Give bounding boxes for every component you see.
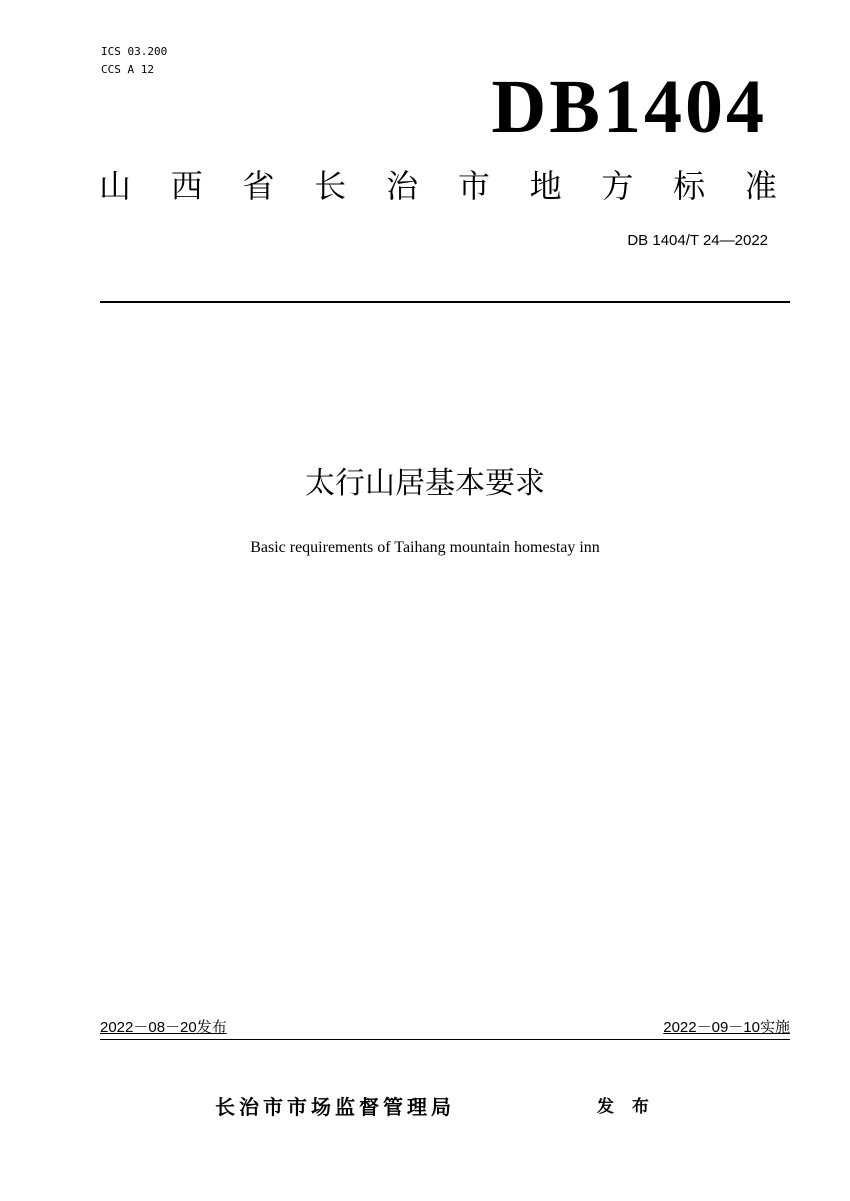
- standard-name-char: 地: [529, 167, 562, 205]
- standard-name-char: 山: [99, 167, 132, 205]
- publisher-name: 长治市市场监督管理局: [215, 1095, 455, 1119]
- standard-name: [99, 162, 777, 210]
- issue-label: 发布: [196, 1019, 227, 1036]
- footer-divider: [100, 1039, 790, 1040]
- issue-date: 2022－08－20: [100, 1019, 197, 1036]
- standard-code: DB1404: [491, 65, 767, 149]
- header-divider: [100, 301, 790, 303]
- standard-name-char: 方: [601, 167, 634, 205]
- standard-name-char: 准: [744, 167, 777, 205]
- standard-number: DB 1404/T 24—2022: [627, 232, 768, 249]
- standard-name-char: 省: [242, 167, 275, 205]
- ics-code: ICS 03.200: [101, 45, 168, 58]
- implementation-label: 实施: [759, 1019, 790, 1036]
- implementation-date-line: [663, 1018, 790, 1038]
- document-title-chinese: 太行山居基本要求: [305, 466, 545, 501]
- standard-name-char: 标: [673, 167, 706, 205]
- document-title-english: Basic requirements of Taihang mountain homestay inn: [250, 539, 600, 556]
- ccs-code: CCS A 12: [101, 63, 154, 76]
- implementation-date: 2022－09－10: [663, 1019, 760, 1036]
- standard-name-char: 市: [457, 167, 490, 205]
- standard-name-char: 长: [314, 167, 347, 205]
- standard-name-char: 治: [386, 167, 419, 205]
- publish-label: 发 布: [597, 1097, 655, 1117]
- issue-date-line: [100, 1018, 227, 1038]
- standard-name-char: 西: [170, 167, 203, 205]
